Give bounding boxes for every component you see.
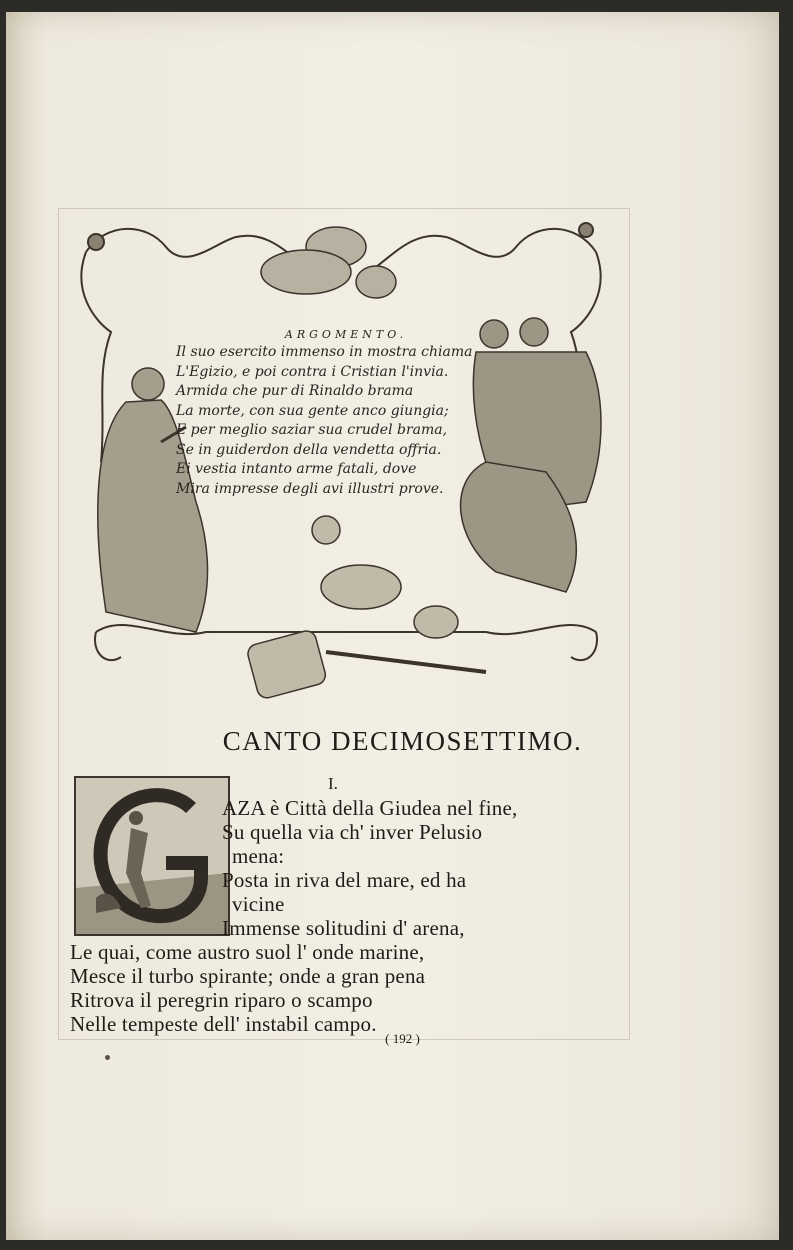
ink-speck (105, 1055, 110, 1060)
argomento-line: Ei vestia intanto arme fatali, dove (176, 461, 417, 477)
canto-title: CANTO DECIMOSETTIMO. (222, 726, 583, 756)
argomento-line: Se in guiderdon della vendetta offria. (176, 441, 442, 458)
verse-line: vicine (232, 892, 285, 916)
stanza-number: I. (328, 774, 338, 793)
argomento-line: Mira impresse degli avi illustri prove. (176, 480, 444, 497)
verse-line: mena: (232, 844, 285, 868)
decorated-initial (74, 776, 230, 936)
page-number: ( 192 ) (385, 1031, 420, 1046)
verse-line: Su quella via ch' inver Pelusio (222, 820, 483, 844)
argomento-line: Armida che pur di Rinaldo brama (176, 383, 414, 399)
argomento-block (176, 328, 496, 499)
initial-letter-g-icon (76, 778, 228, 934)
argomento-line: E per meglio saziar sua crudel brama, (176, 422, 448, 438)
verse-line: Ritrova il peregrin riparo o scampo (70, 988, 373, 1012)
verse-line: Le quai, come austro suol l' onde marine, (70, 940, 425, 964)
book-page (6, 12, 779, 1240)
argomento-line: L'Egizio, e poi contra i Cristian l'invia. (176, 363, 449, 380)
verse-line: Posta in riva del mare, ed ha (222, 868, 467, 892)
verse-line: Mesce il turbo spirante; onde a gran pena (70, 964, 426, 988)
argomento-line: Il suo esercito immenso in mostra chiama (176, 344, 473, 360)
verse-line: Immense solitudini d' arena, (222, 916, 465, 940)
verse-line: Nelle tempeste dell' instabil campo. (70, 1012, 377, 1036)
argomento-heading: ARGOMENTO. (284, 328, 408, 341)
argomento-line: La morte, con sua gente anco giungia; (176, 402, 449, 419)
verse-line: AZA è Città della Giudea nel fine, (222, 796, 518, 820)
